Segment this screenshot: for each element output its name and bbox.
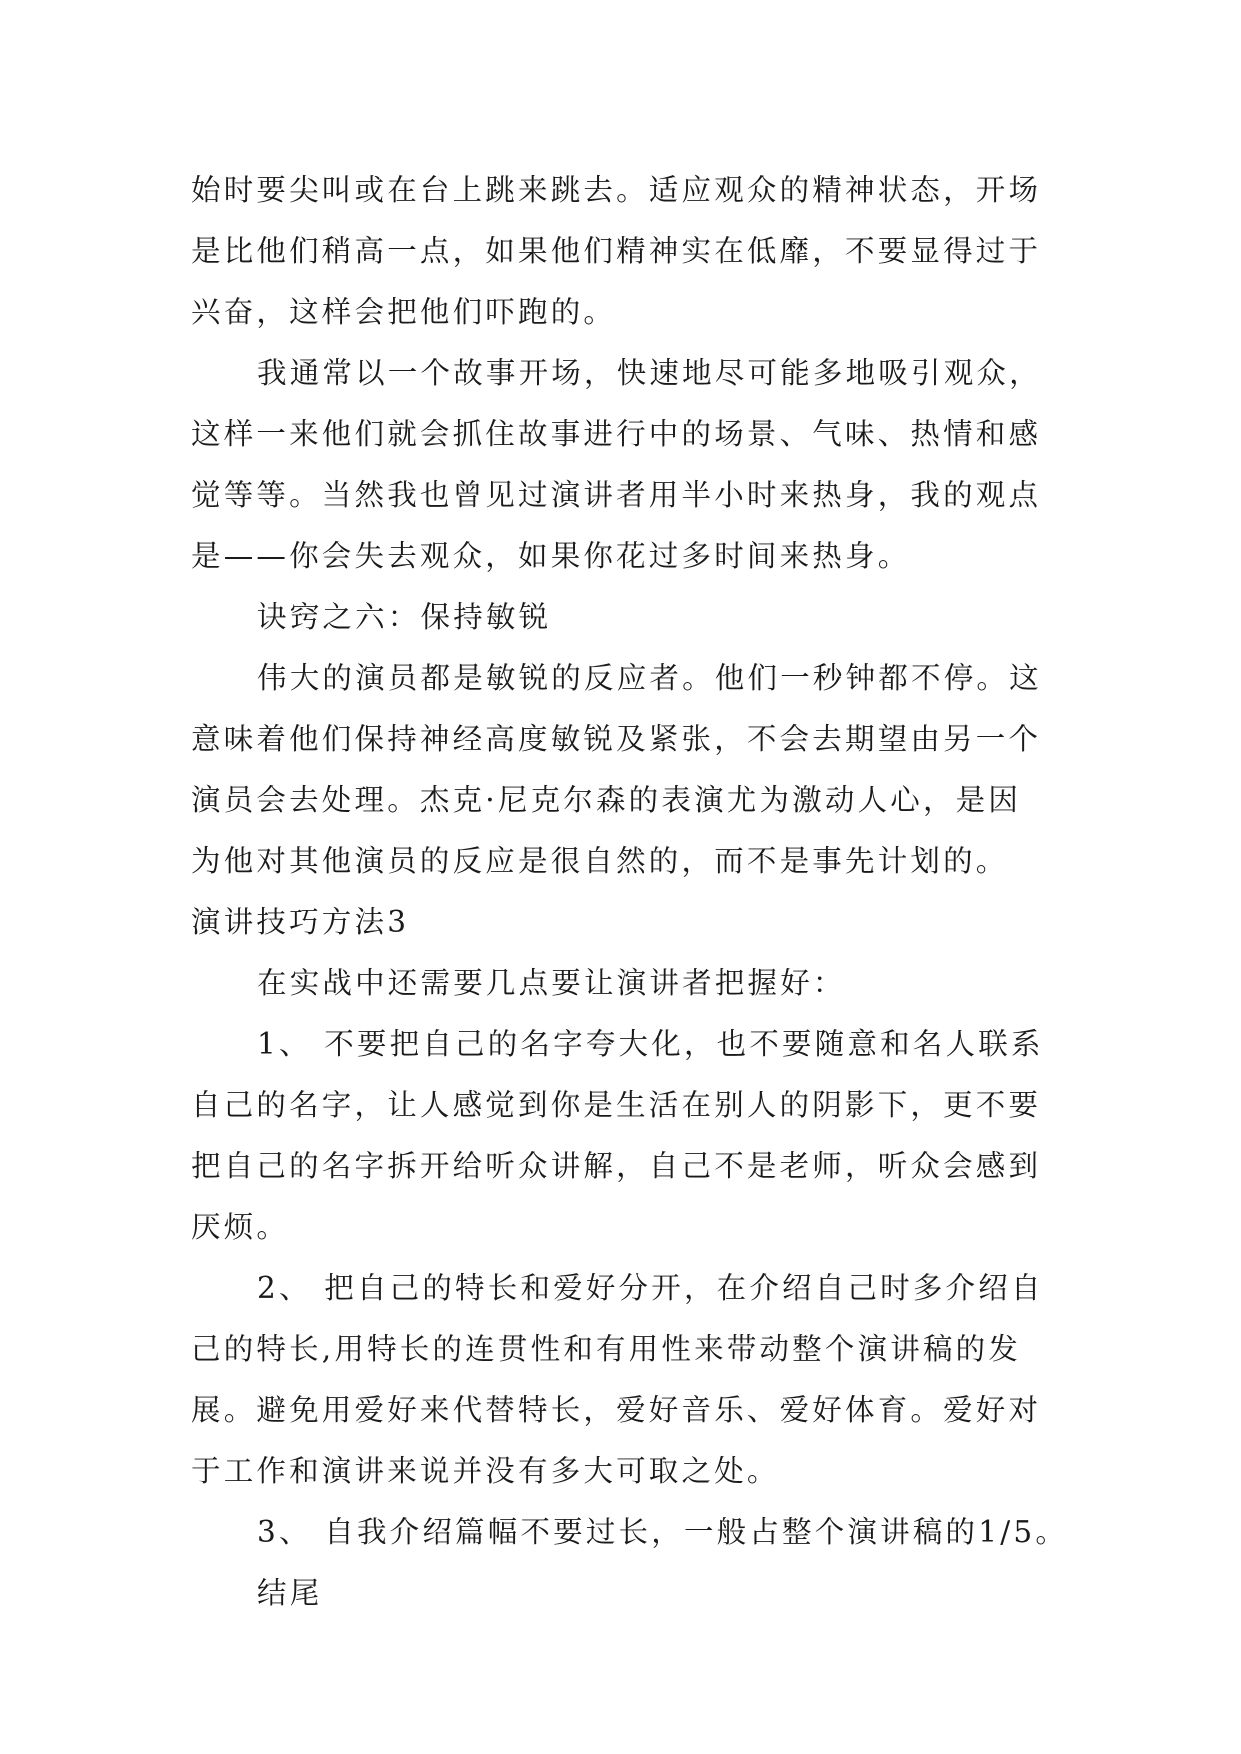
body-text [191, 160, 1071, 1624]
list-item-1: 1、 不要把自己的名字夸大化，也不要随意和名人联系 [257, 1027, 1044, 1061]
paragraph-start-line: 伟大的演员都是敏锐的反应者。他们一秒钟都不停。这 [257, 661, 1042, 695]
text-line: 自己的名字，让人感觉到你是生活在别人的阴影下，更不要 [191, 1088, 1042, 1122]
paragraph-start-line: 在实战中还需要几点要让演讲者把握好： [257, 966, 846, 1000]
text-line: 己的特长,用特长的连贯性和有用性来带动整个演讲稿的发 [191, 1332, 1022, 1366]
section-title: 演讲技巧方法3 [191, 905, 410, 939]
text-line: 始时要尖叫或在台上跳来跳去。适应观众的精神状态，开场 [191, 173, 1042, 207]
section-heading-ending: 结尾 [257, 1576, 323, 1610]
text-line: 把自己的名字拆开给听众讲解，自己不是老师，听众会感到 [191, 1149, 1042, 1183]
text-line: 意味着他们保持神经高度敏锐及紧张，不会去期望由另一个 [191, 722, 1042, 756]
text-line: 演员会去处理。杰克·尼克尔森的表演尤为激动人心，是因 [191, 783, 1022, 817]
text-line: 这样一来他们就会抓住故事进行中的场景、气味、热情和感 [191, 417, 1042, 451]
text-line: 展。避免用爱好来代替特长，爱好音乐、爱好体育。爱好对 [191, 1393, 1042, 1427]
text-line: 觉等等。当然我也曾见过演讲者用半小时来热身，我的观点 [191, 478, 1042, 512]
text-line: 是比他们稍高一点，如果他们精神实在低靡，不要显得过于 [191, 234, 1042, 268]
text-line: 于工作和演讲来说并没有多大可取之处。 [191, 1454, 780, 1488]
paragraph-start-line: 我通常以一个故事开场，快速地尽可能多地吸引观众， [257, 356, 1042, 390]
list-item-3: 3、 自我介绍篇幅不要过长，一般占整个演讲稿的1/5。 [257, 1515, 1069, 1549]
section-heading-tip-six: 诀窍之六：保持敏锐 [257, 600, 552, 634]
text-line: 为他对其他演员的反应是很自然的，而不是事先计划的。 [191, 844, 1009, 878]
text-line: 是——你会失去观众，如果你花过多时间来热身。 [191, 539, 911, 573]
text-line: 兴奋，这样会把他们吓跑的。 [191, 295, 617, 329]
list-item-2: 2、 把自己的特长和爱好分开，在介绍自己时多介绍自 [257, 1271, 1044, 1305]
text-line: 厌烦。 [191, 1210, 290, 1244]
